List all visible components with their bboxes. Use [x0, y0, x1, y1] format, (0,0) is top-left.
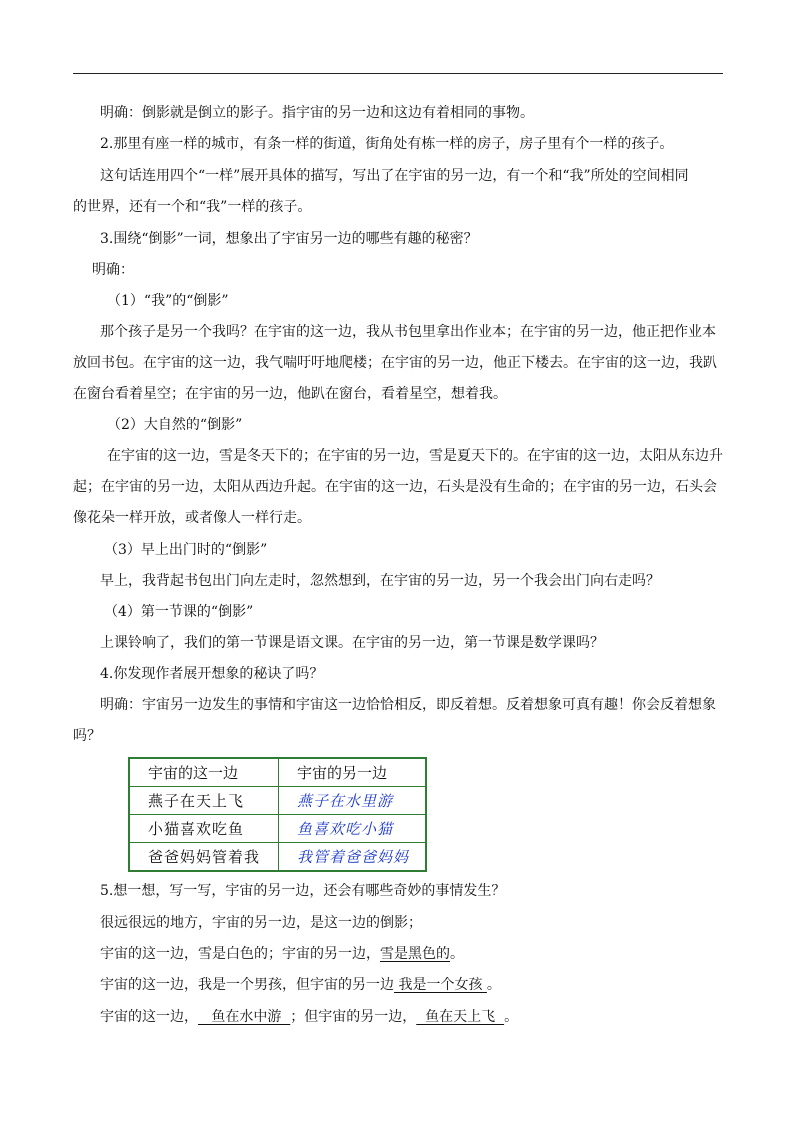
sentence-text: 宇宙的这一边，我是一个男孩，但宇宙的另一边	[100, 977, 394, 993]
question-3: 3.围绕“倒影”一词，想象出了宇宙另一边的哪些有趣的秘密？	[100, 231, 478, 247]
answer-reflection-definition: 明确：倒影就是倒立的影子。指宇宙的另一边和这边有着相同的事物。	[100, 105, 534, 121]
answer-2-line1: 这句话连用四个“一样”展开具体的描写，写出了在宇宙的另一边，有一个和“我”所处的空间相同	[100, 168, 689, 184]
paragraph-1-line3: 在窗台看着星空；在宇宙的另一边，他趴在窗台，看着星空，想着我。	[73, 386, 507, 402]
sentence-text: 宇宙的这一边，	[100, 1009, 198, 1025]
answer-5-line3	[100, 1007, 518, 1027]
paragraph-1-line2: 放回书包。在宇宙的这一边，我气喘吁吁地爬楼；在宇宙的另一边，他正下楼去。在宇宙的这一边，我趴	[73, 355, 717, 371]
question-2: 2.那里有座一样的城市，有条一样的街道，街角处有栋一样的房子，房子里有个一样的孩子。	[100, 136, 674, 152]
table-header-cell: 宇宙的这一边	[129, 758, 279, 787]
subheading-3: （3）早上出门时的“倒影”	[104, 542, 268, 558]
sentence-text: 。	[486, 977, 501, 993]
table-cell: 燕子在天上飞	[129, 787, 279, 815]
paragraph-4: 上课铃响了，我们的第一节课是语文课。在宇宙的另一边，第一节课是数学课吗？	[100, 635, 604, 651]
subheading-4: （4）第一节课的“倒影”	[104, 604, 254, 620]
header-rule	[73, 73, 723, 74]
comparison-table	[128, 757, 427, 872]
table-cell: 小猫喜欢吃鱼	[129, 815, 279, 843]
table-row	[129, 843, 426, 872]
fill-in-answer: 鱼在天上飞	[416, 1009, 505, 1025]
table-cell: 燕子在水里游	[279, 787, 427, 815]
answer-5-line2	[100, 975, 501, 995]
table-cell: 我管着爸爸妈妈	[279, 843, 427, 872]
answer-3-label: 明确：	[92, 262, 134, 278]
paragraph-3: 早上，我背起书包出门向左走时，忽然想到，在宇宙的另一边，另一个我会出门向右走吗？	[100, 573, 660, 589]
sentence-text: ；但宇宙的另一边，	[290, 1009, 417, 1025]
answer-5-intro: 很远很远的地方，宇宙的另一边，是这一边的倒影；	[100, 915, 422, 931]
question-4: 4.你发现作者展开想象的秘诀了吗？	[100, 666, 324, 682]
sentence-text: 宇宙的这一边，雪是白色的；宇宙的另一边，	[100, 946, 380, 962]
sentence-text: 。	[504, 1009, 519, 1025]
table-row	[129, 787, 426, 815]
table-header-cell: 宇宙的另一边	[279, 758, 427, 787]
table-header-row	[129, 758, 426, 787]
subheading-1: （1）“我”的“倒影”	[107, 293, 229, 309]
paragraph-2-line1: 在宇宙的这一边，雪是冬天下的；在宇宙的另一边，雪是夏天下的。在宇宙的这一边，太阳从东边升	[107, 448, 723, 464]
table-cell: 爸爸妈妈管着我	[129, 843, 279, 872]
answer-4-line1: 明确：宇宙另一边发生的事情和宇宙这一边恰恰相反，即反着想。反着想象可真有趣！你会反着想象	[100, 697, 716, 713]
table-cell: 鱼喜欢吃小猫	[279, 815, 427, 843]
fill-in-answer: 鱼在水中游	[198, 1009, 291, 1025]
paragraph-1-line1: 那个孩子是另一个我吗？在宇宙的这一边，我从书包里拿出作业本；在宇宙的另一边，他正把作业本	[100, 324, 716, 340]
answer-5-line1	[100, 944, 464, 964]
answer-2-line2: 的世界，还有一个和“我”一样的孩子。	[73, 199, 312, 215]
subheading-2: （2）大自然的“倒影”	[107, 417, 243, 433]
fill-in-answer: 雪是黑色的	[380, 946, 450, 962]
paragraph-2-line3: 像花朵一样开放，或者像人一样行走。	[73, 510, 311, 526]
answer-4-line2: 吗？	[73, 728, 101, 744]
table-row	[129, 815, 426, 843]
question-5: 5.想一想，写一写，宇宙的另一边，还会有哪些奇妙的事情发生？	[100, 883, 506, 899]
fill-in-answer: 我是一个女孩	[394, 977, 487, 993]
sentence-text: 。	[450, 946, 464, 962]
paragraph-2-line2: 起；在宇宙的另一边，太阳从西边升起。在宇宙的这一边，石头是没有生命的；在宇宙的另一边，石头会	[73, 479, 717, 495]
